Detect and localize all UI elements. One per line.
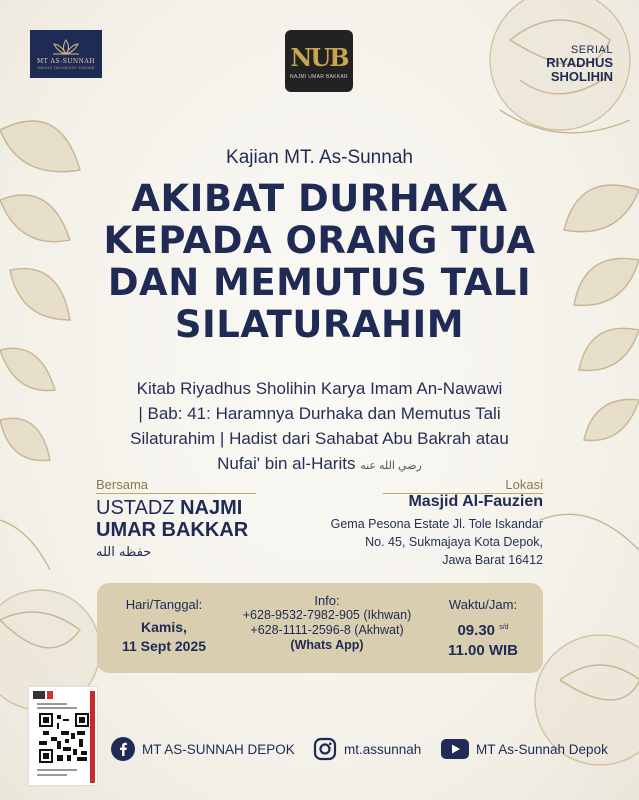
facebook-link[interactable] <box>110 735 295 763</box>
schedule-box <box>97 583 543 673</box>
nub-caption: NAJMI UMAR BAKKAR <box>290 73 348 80</box>
address-line: Gema Pesona Estate Jl. Tole Iskandar <box>330 517 543 531</box>
info-label: Info: <box>314 593 340 608</box>
time-label: Waktu/Jam: <box>448 597 518 612</box>
radhiyallahu-glyph: رضي الله عنه <box>360 460 422 472</box>
nub-logo <box>285 30 353 92</box>
qr-text-line <box>37 774 67 776</box>
kitab-line: | Bab: 41: Haramnya Durhaka dan Memutus Tali <box>138 404 501 423</box>
title-line: KEPADA ORANG TUA <box>103 219 536 262</box>
qr-card[interactable] <box>28 686 98 786</box>
kitab-line: Kitab Riyadhus Sholihin Karya Imam An-Nawawi <box>136 379 503 398</box>
kitab-line-last <box>60 451 579 479</box>
time-end: 11.00 WIB <box>447 642 519 659</box>
address-line: No. 45, Sukmajaya Kota Depok, <box>365 535 543 549</box>
hafizahullah-glyph: حفظه الله <box>96 545 152 560</box>
instagram-link[interactable] <box>312 735 421 763</box>
time-separator: s/d <box>499 624 509 631</box>
speaker-divider <box>96 493 256 494</box>
event-title <box>0 178 639 346</box>
lotus-icon <box>51 38 81 56</box>
location-label: Lokasi <box>505 477 543 492</box>
speaker-name <box>96 497 248 541</box>
qr-header <box>33 691 95 699</box>
qr-text-line <box>37 707 77 709</box>
qr-text-line <box>37 703 67 705</box>
mt-assunnah-logo <box>30 30 102 78</box>
speaker-prefix: USTADZ <box>96 497 175 519</box>
kitab-line: Silaturahim | Hadist dari Sahabat Abu Bakrah atau <box>130 429 509 448</box>
facebook-icon <box>110 736 136 762</box>
youtube-link[interactable] <box>440 735 608 763</box>
info-column <box>227 593 427 653</box>
date-day: Kamis, <box>141 619 187 635</box>
phone-akhwat[interactable]: +628-1111-2596-8 (Akhwat) <box>250 623 404 637</box>
instagram-label: mt.assunnah <box>344 741 422 757</box>
phone-ikhwan[interactable]: +628-9532-7982-905 (Ikhwan) <box>242 608 412 622</box>
youtube-label: MT As-Sunnah Depok <box>476 741 608 757</box>
masjid-name: Masjid Al-Fauzien <box>408 493 543 510</box>
youtube-icon <box>440 736 470 762</box>
nub-mark: NUB <box>290 42 348 72</box>
logo-sub: MAJLIS TAKLIM ASY SYAHAB <box>37 66 95 70</box>
date-column <box>109 597 219 656</box>
qr-text-line <box>37 769 77 771</box>
instagram-icon <box>312 736 338 762</box>
date-value: 11 Sept 2025 <box>121 638 207 654</box>
title-line: AKIBAT DURHAKA <box>131 177 508 220</box>
title-line: SILATURAHIM <box>174 303 465 346</box>
masjid-address <box>293 515 543 569</box>
series-line2: RIYADHUS <box>546 55 613 70</box>
time-start: 09.30 <box>457 622 496 639</box>
title-line: DAN MEMUTUS TALI <box>107 261 532 304</box>
facebook-label: MT AS-SUNNAH DEPOK <box>142 741 295 757</box>
series-label <box>546 44 613 84</box>
whatsapp-label: (Whats App) <box>290 638 364 652</box>
kitab-description <box>60 376 579 479</box>
speaker-label: Bersama <box>96 477 149 492</box>
address-line: Jawa Barat 16412 <box>442 553 543 567</box>
series-line3: SHOLIHIN <box>550 69 613 84</box>
kitab-line: Nufai' bin al-Harits <box>217 454 356 473</box>
time-column <box>433 597 533 661</box>
speaker-name-line1: NAJMI <box>180 497 243 519</box>
qr-code-icon <box>39 713 89 763</box>
kajian-heading: Kajian MT. As-Sunnah <box>226 147 413 168</box>
speaker-name-line2: UMAR BAKKAR <box>96 519 249 541</box>
date-label: Hari/Tanggal: <box>125 597 203 612</box>
series-line1: SERIAL <box>570 44 613 56</box>
logo-name: MT AS-SUNNAH <box>37 58 95 65</box>
qr-accent <box>90 691 95 783</box>
